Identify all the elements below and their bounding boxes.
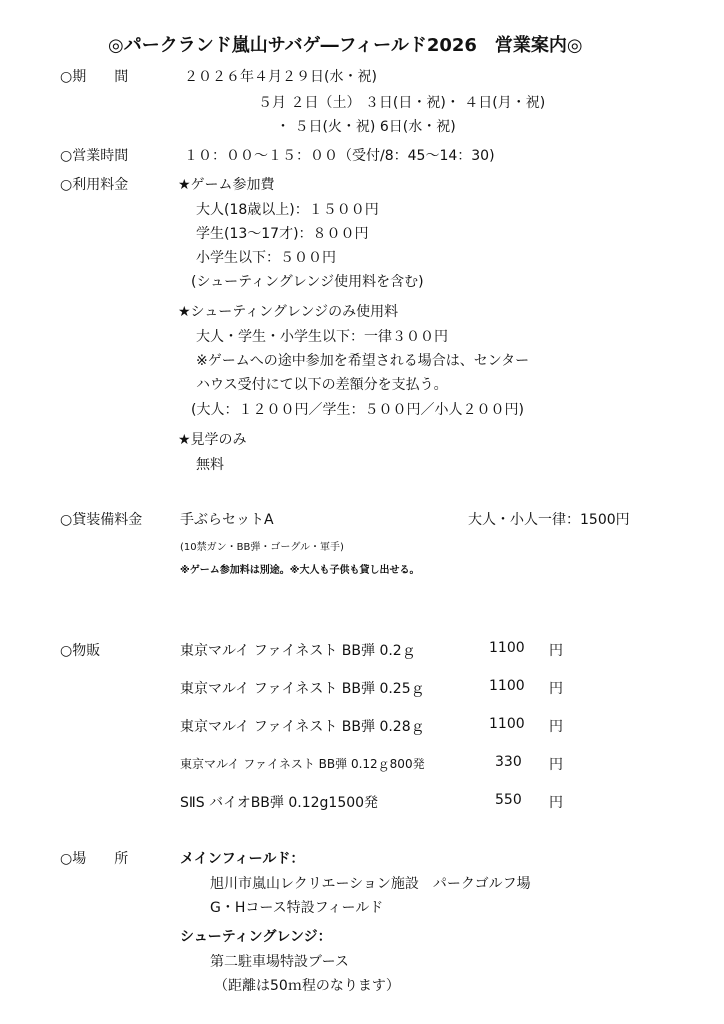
sales-item-price: 1100 — [489, 640, 525, 656]
main-field-heading: メインフィールド： — [180, 851, 305, 867]
period-line-3: ・ ５日(火・祝) 6日(水・祝) — [276, 119, 456, 135]
rental-item: 手ぶらセットA — [180, 512, 274, 528]
rental-note: ※ゲーム参加料は別途。※大人も子供も貸し出せる。 — [180, 565, 420, 576]
rental-label: ○貸装備料金 — [60, 512, 143, 528]
sales-item-name: 東京マルイ ファイネスト BB弾 0.28ｇ — [180, 719, 425, 735]
range-location-line-1: 第二駐車場特設ブース — [210, 954, 349, 970]
student-fee: 学生(13～17才)：８００円 — [196, 226, 369, 242]
sales-item-name: 東京マルイ ファイネスト BB弾 0.12ｇ800発 — [180, 757, 425, 771]
hours-label: ○営業時間 — [60, 148, 129, 164]
rental-price: 大人・小人一律：1500円 — [468, 512, 630, 528]
child-fee: 小学生以下：５００円 — [196, 250, 336, 266]
visit-value: 無料 — [196, 457, 224, 473]
game-fee-heading: ★ゲーム参加費 — [178, 177, 275, 193]
sales-item-name: SⅡS バイオBB弾 0.12g1500発 — [180, 795, 379, 811]
sales-item-price: 550 — [495, 792, 522, 808]
sales-item-unit: 円 — [549, 757, 563, 773]
range-note-1: ※ゲームへの途中参加を希望される場合は、センター — [196, 353, 530, 369]
page-title: ◎パークランド嵐山サバゲ―フィールド2026 営業案内◎ — [108, 35, 583, 56]
period-line-1: ２０２６年４月２９日(水・祝) — [184, 69, 377, 85]
range-difference: (大人：１２００円／学生：５００円／小人２００円) — [191, 402, 524, 418]
sales-item-unit: 円 — [549, 795, 563, 811]
range-note-2: ハウス受付にて以下の差額分を支払う。 — [196, 377, 448, 393]
sales-item-name: 東京マルイ ファイネスト BB弾 0.25ｇ — [180, 681, 425, 697]
range-location-line-2: （距離は50ｍ程のなります） — [214, 978, 400, 994]
main-field-line-1: 旭川市嵐山レクリエーション施設 パークゴルフ場 — [210, 876, 531, 892]
rental-contents: (10禁ガン・BB弾・ゴーグル・軍手) — [180, 542, 344, 553]
fees-label: ○利用料金 — [60, 177, 129, 193]
range-fee-heading: ★シューティングレンジのみ使用料 — [178, 304, 399, 320]
period-line-2: ５月 ２日（土） ３日(日・祝)・ ４日(月・祝) — [258, 95, 546, 111]
range-flat-fee: 大人・学生・小学生以下：一律３００円 — [196, 329, 448, 345]
sales-item-price: 330 — [495, 754, 522, 770]
period-label: ○期 間 — [60, 69, 129, 85]
adult-fee: 大人(18歳以上)：１５００円 — [196, 202, 379, 218]
main-field-line-2: G・Hコース特設フィールド — [210, 900, 384, 916]
sales-item-unit: 円 — [549, 643, 563, 659]
location-label: ○場 所 — [60, 851, 129, 867]
sales-item-name: 東京マルイ ファイネスト BB弾 0.2ｇ — [180, 643, 416, 659]
hours-value: １０：００～１５：００（受付/8：45～14：30) — [184, 148, 495, 164]
sales-item-unit: 円 — [549, 719, 563, 735]
game-fee-note: (シューティングレンジ使用料を含む) — [191, 274, 424, 290]
range-location-heading: シューティングレンジ： — [180, 929, 332, 945]
sales-label: ○物販 — [60, 643, 101, 659]
sales-item-price: 1100 — [489, 678, 525, 694]
sales-item-price: 1100 — [489, 716, 525, 732]
visit-heading: ★見学のみ — [178, 432, 247, 448]
sales-item-unit: 円 — [549, 681, 563, 697]
